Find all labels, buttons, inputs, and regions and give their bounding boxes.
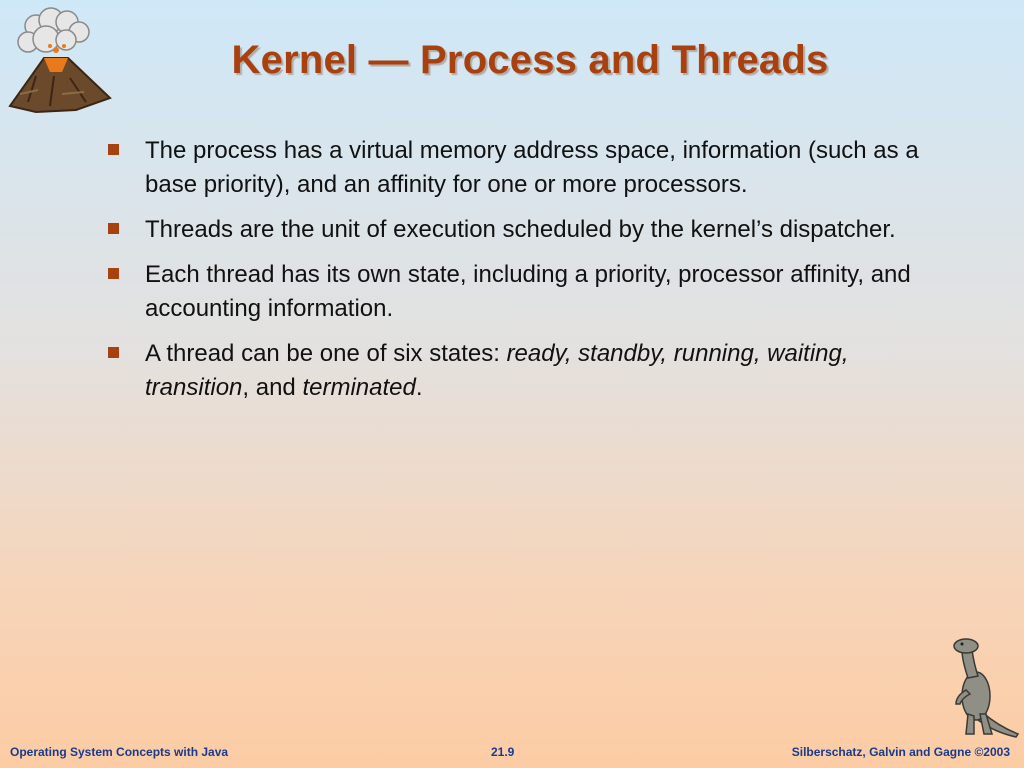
bullet-item [108,213,928,247]
volcano-icon [6,6,118,116]
square-bullet-icon [108,347,119,358]
bullet-item [108,337,928,405]
bullet-text-period: . [415,374,423,401]
dinosaur-icon [938,634,1020,738]
slide-title: Kernel — Process and Threads [231,38,829,82]
bullet-text-lead: A thread can be one of six states: [145,340,507,367]
bullet-text [145,340,849,401]
footer-copyright: Silberschatz, Galvin and Gagne ©2003 [791,745,1010,759]
bullet-text: Threads are the unit of execution scheduled by the kernel’s dispatcher. [145,216,896,243]
square-bullet-icon [108,223,119,234]
thread-state-terminated: terminated [302,374,416,401]
square-bullet-icon [108,144,119,155]
bullet-text: The process has a virtual memory address space, information (such as a base priority), and an affinity for one or more processors. [145,137,919,198]
bullet-item [108,134,928,202]
bullet-text: Each thread has its own state, including a priority, processor affinity, and accounting information. [145,261,911,322]
bullet-list [108,134,928,416]
square-bullet-icon [108,268,119,279]
thread-states-list: ready, standby, running, waiting, transition [145,340,849,401]
bullet-text-and: , and [242,374,303,401]
footer-course-title: Operating System Concepts with Java [10,745,229,759]
bullet-item [108,258,928,326]
footer-slide-number: 21.9 [491,745,515,759]
